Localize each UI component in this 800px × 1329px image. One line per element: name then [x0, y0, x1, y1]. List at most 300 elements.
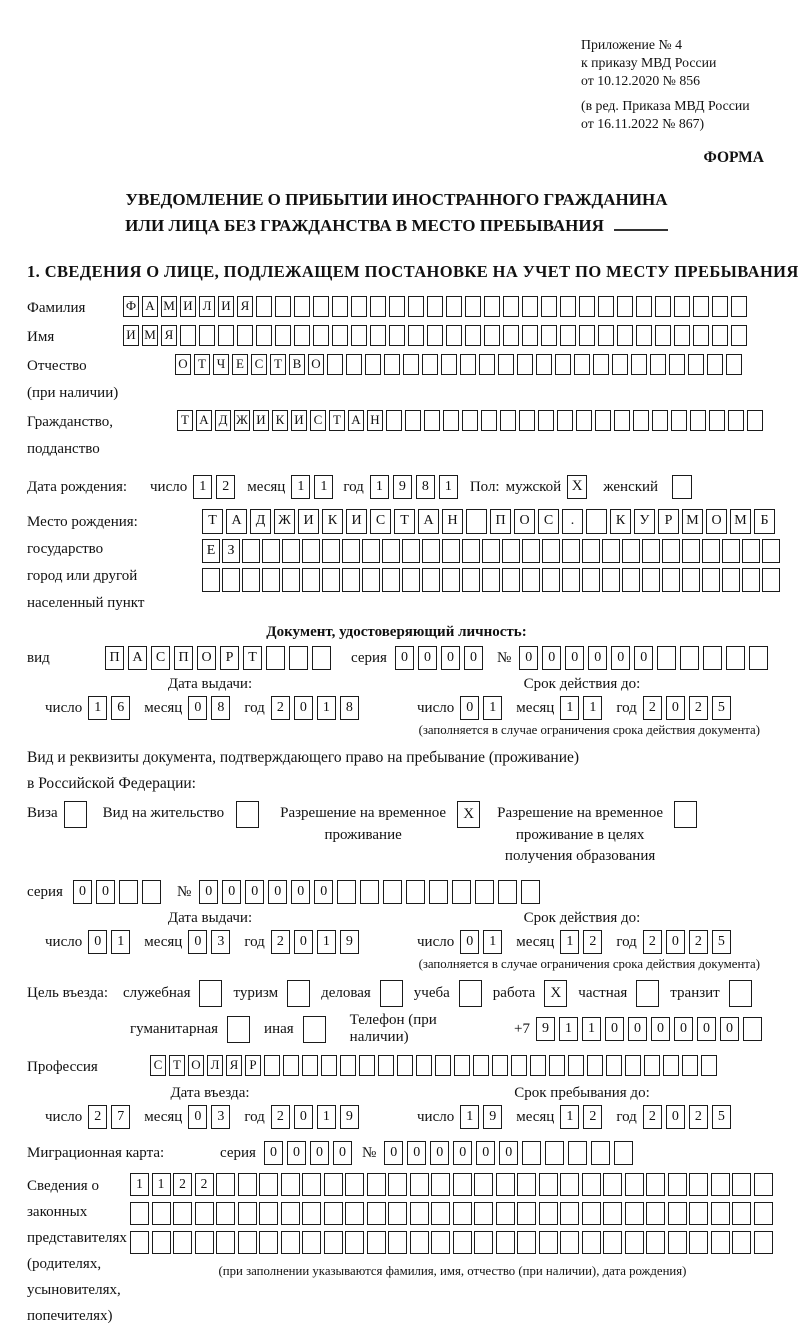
- cell[interactable]: 2: [195, 1173, 214, 1196]
- cell[interactable]: [465, 296, 481, 317]
- identity-kind-cells[interactable]: [105, 646, 335, 670]
- cell[interactable]: А: [128, 646, 147, 670]
- cell[interactable]: [342, 539, 360, 563]
- cell[interactable]: У: [634, 509, 655, 534]
- cell[interactable]: Т: [329, 410, 345, 431]
- cell[interactable]: [302, 1173, 321, 1196]
- identity-valid-month-cells[interactable]: [560, 696, 606, 720]
- cell[interactable]: [614, 410, 630, 431]
- cell[interactable]: [742, 568, 760, 592]
- cell[interactable]: [568, 1055, 584, 1076]
- residence-permit-checkbox[interactable]: [236, 801, 259, 828]
- cell[interactable]: [549, 1055, 565, 1076]
- cell[interactable]: С: [538, 509, 559, 534]
- cell[interactable]: [195, 1202, 214, 1225]
- temp-residence-checkbox[interactable]: X: [457, 801, 480, 828]
- cell[interactable]: [302, 568, 320, 592]
- cell[interactable]: [642, 539, 660, 563]
- cell[interactable]: А: [196, 410, 212, 431]
- cell[interactable]: [351, 296, 367, 317]
- cell[interactable]: С: [310, 410, 326, 431]
- cell[interactable]: 1: [314, 475, 333, 499]
- cell[interactable]: 0: [333, 1141, 352, 1165]
- cell[interactable]: Н: [367, 410, 383, 431]
- cell[interactable]: [542, 568, 560, 592]
- cell[interactable]: [541, 325, 557, 346]
- identity-valid-year-cells[interactable]: [643, 696, 735, 720]
- visa-checkbox[interactable]: [64, 801, 87, 828]
- cell[interactable]: Ж: [234, 410, 250, 431]
- cell[interactable]: [498, 880, 517, 904]
- residence-issue-month-cells[interactable]: [188, 930, 234, 954]
- cell[interactable]: Р: [658, 509, 679, 534]
- cell[interactable]: Д: [215, 410, 231, 431]
- cell[interactable]: 0: [222, 880, 241, 904]
- surname-cells[interactable]: [123, 296, 750, 317]
- cell[interactable]: [562, 568, 580, 592]
- cell[interactable]: 0: [453, 1141, 472, 1165]
- cell[interactable]: [324, 1173, 343, 1196]
- cell[interactable]: Т: [169, 1055, 185, 1076]
- cell[interactable]: 0: [73, 880, 92, 904]
- residence-number-cells[interactable]: [199, 880, 544, 904]
- cell[interactable]: [302, 539, 320, 563]
- cell[interactable]: [446, 325, 462, 346]
- cell[interactable]: 1: [317, 930, 336, 954]
- cell[interactable]: А: [226, 509, 247, 534]
- cell[interactable]: [119, 880, 138, 904]
- cell[interactable]: С: [370, 509, 391, 534]
- cell[interactable]: [359, 1055, 375, 1076]
- migration-number-cells[interactable]: [384, 1141, 637, 1165]
- cell[interactable]: [202, 568, 220, 592]
- cell[interactable]: [218, 325, 234, 346]
- cell[interactable]: [492, 1055, 508, 1076]
- purpose-transit-checkbox[interactable]: [729, 980, 752, 1007]
- cell[interactable]: [689, 1231, 708, 1254]
- cell[interactable]: [574, 354, 590, 375]
- cell[interactable]: 7: [111, 1105, 130, 1129]
- cell[interactable]: [560, 1173, 579, 1196]
- cell[interactable]: 0: [499, 1141, 518, 1165]
- cell[interactable]: 1: [193, 475, 212, 499]
- cell[interactable]: Е: [232, 354, 248, 375]
- cell[interactable]: 8: [340, 696, 359, 720]
- cell[interactable]: 0: [264, 1141, 283, 1165]
- cell[interactable]: [560, 1202, 579, 1225]
- cell[interactable]: [238, 1231, 257, 1254]
- cell[interactable]: [617, 325, 633, 346]
- cell[interactable]: 0: [287, 1141, 306, 1165]
- cell[interactable]: [442, 539, 460, 563]
- cell[interactable]: 8: [211, 696, 230, 720]
- cell[interactable]: Р: [220, 646, 239, 670]
- cell[interactable]: [557, 410, 573, 431]
- cell[interactable]: [732, 1173, 751, 1196]
- cell[interactable]: 0: [464, 646, 483, 670]
- cell[interactable]: [754, 1173, 773, 1196]
- purpose-business-checkbox[interactable]: [380, 980, 403, 1007]
- cell[interactable]: [427, 325, 443, 346]
- cell[interactable]: [560, 325, 576, 346]
- cell[interactable]: [365, 354, 381, 375]
- cell[interactable]: [712, 296, 728, 317]
- cell[interactable]: [216, 1202, 235, 1225]
- cell[interactable]: 1: [317, 1105, 336, 1129]
- cell[interactable]: 2: [88, 1105, 107, 1129]
- cell[interactable]: [294, 296, 310, 317]
- cell[interactable]: [327, 354, 343, 375]
- cell[interactable]: [345, 1202, 364, 1225]
- cell[interactable]: [728, 410, 744, 431]
- cell[interactable]: [237, 325, 253, 346]
- cell[interactable]: С: [151, 646, 170, 670]
- cell[interactable]: [484, 296, 500, 317]
- cell[interactable]: 0: [430, 1141, 449, 1165]
- cell[interactable]: [388, 1231, 407, 1254]
- cell[interactable]: [482, 568, 500, 592]
- cell[interactable]: [602, 539, 620, 563]
- cell[interactable]: 0: [460, 930, 479, 954]
- cell[interactable]: М: [730, 509, 751, 534]
- cell[interactable]: 9: [340, 1105, 359, 1129]
- cell[interactable]: [324, 1231, 343, 1254]
- cell[interactable]: [195, 1231, 214, 1254]
- migration-series-cells[interactable]: [264, 1141, 356, 1165]
- cell[interactable]: [682, 1055, 698, 1076]
- cell[interactable]: [216, 1173, 235, 1196]
- cell[interactable]: 2: [643, 1105, 662, 1129]
- cell[interactable]: [732, 1202, 751, 1225]
- cell[interactable]: [405, 410, 421, 431]
- cell[interactable]: [302, 1231, 321, 1254]
- cell[interactable]: [416, 1055, 432, 1076]
- cell[interactable]: [462, 410, 478, 431]
- cell[interactable]: С: [251, 354, 267, 375]
- cell[interactable]: [281, 1202, 300, 1225]
- cell[interactable]: А: [418, 509, 439, 534]
- cell[interactable]: [484, 325, 500, 346]
- cell[interactable]: [662, 539, 680, 563]
- cell[interactable]: [441, 354, 457, 375]
- cell[interactable]: Т: [270, 354, 286, 375]
- cell[interactable]: [586, 509, 607, 534]
- birth-day-cells[interactable]: [193, 475, 239, 499]
- cell[interactable]: [142, 880, 161, 904]
- stay-until-day-cells[interactable]: [460, 1105, 506, 1129]
- cell[interactable]: [453, 1231, 472, 1254]
- cell[interactable]: [646, 1231, 665, 1254]
- cell[interactable]: [726, 646, 745, 670]
- cell[interactable]: [266, 646, 285, 670]
- cell[interactable]: [402, 568, 420, 592]
- cell[interactable]: [362, 539, 380, 563]
- cell[interactable]: 0: [588, 646, 607, 670]
- cell[interactable]: [322, 539, 340, 563]
- cell[interactable]: [732, 1231, 751, 1254]
- cell[interactable]: [389, 325, 405, 346]
- cell[interactable]: [332, 325, 348, 346]
- cell[interactable]: 0: [188, 1105, 207, 1129]
- cell[interactable]: [754, 1202, 773, 1225]
- cell[interactable]: [743, 1017, 762, 1041]
- cell[interactable]: [562, 539, 580, 563]
- cell[interactable]: И: [291, 410, 307, 431]
- cell[interactable]: 2: [271, 696, 290, 720]
- cell[interactable]: 0: [476, 1141, 495, 1165]
- cell[interactable]: 1: [483, 696, 502, 720]
- cell[interactable]: Я: [161, 325, 177, 346]
- cell[interactable]: Л: [199, 296, 215, 317]
- cell[interactable]: [536, 354, 552, 375]
- cell[interactable]: [462, 539, 480, 563]
- cell[interactable]: 5: [712, 930, 731, 954]
- cell[interactable]: [294, 325, 310, 346]
- cell[interactable]: [474, 1231, 493, 1254]
- cell[interactable]: 0: [634, 646, 653, 670]
- cell[interactable]: [726, 354, 742, 375]
- cell[interactable]: [657, 646, 676, 670]
- cell[interactable]: [474, 1202, 493, 1225]
- cell[interactable]: [313, 296, 329, 317]
- cell[interactable]: [674, 296, 690, 317]
- purpose-tourism-checkbox[interactable]: [287, 980, 310, 1007]
- cell[interactable]: Ф: [123, 296, 139, 317]
- cell[interactable]: [762, 568, 780, 592]
- cell[interactable]: [256, 296, 272, 317]
- cell[interactable]: 0: [384, 1141, 403, 1165]
- cell[interactable]: [625, 1055, 641, 1076]
- cell[interactable]: [402, 539, 420, 563]
- cell[interactable]: [502, 539, 520, 563]
- cell[interactable]: [383, 880, 402, 904]
- cell[interactable]: [474, 1173, 493, 1196]
- cell[interactable]: И: [298, 509, 319, 534]
- cell[interactable]: [324, 1202, 343, 1225]
- cell[interactable]: [598, 296, 614, 317]
- cell[interactable]: 0: [666, 696, 685, 720]
- cell[interactable]: [453, 1173, 472, 1196]
- cell[interactable]: [384, 354, 400, 375]
- cell[interactable]: 2: [689, 930, 708, 954]
- cell[interactable]: [742, 539, 760, 563]
- cell[interactable]: [633, 410, 649, 431]
- cell[interactable]: [650, 354, 666, 375]
- cell[interactable]: 2: [689, 1105, 708, 1129]
- purpose-work-checkbox[interactable]: X: [544, 980, 567, 1007]
- entry-month-cells[interactable]: [188, 1105, 234, 1129]
- cell[interactable]: [502, 568, 520, 592]
- purpose-humanitarian-checkbox[interactable]: [227, 1016, 250, 1043]
- cell[interactable]: [749, 646, 768, 670]
- cell[interactable]: [503, 325, 519, 346]
- cell[interactable]: [541, 296, 557, 317]
- cell[interactable]: 0: [294, 930, 313, 954]
- cell[interactable]: [603, 1231, 622, 1254]
- cell[interactable]: [351, 325, 367, 346]
- cell[interactable]: [582, 568, 600, 592]
- cell[interactable]: 0: [418, 646, 437, 670]
- cell[interactable]: [453, 1202, 472, 1225]
- cell[interactable]: 2: [583, 1105, 602, 1129]
- cell[interactable]: [367, 1202, 386, 1225]
- cell[interactable]: А: [348, 410, 364, 431]
- cell[interactable]: К: [272, 410, 288, 431]
- cell[interactable]: [332, 296, 348, 317]
- cell[interactable]: [199, 325, 215, 346]
- cell[interactable]: [410, 1231, 429, 1254]
- cell[interactable]: [662, 568, 680, 592]
- cell[interactable]: К: [610, 509, 631, 534]
- cell[interactable]: [216, 1231, 235, 1254]
- cell[interactable]: [712, 325, 728, 346]
- residence-issue-day-cells[interactable]: [88, 930, 134, 954]
- cell[interactable]: [646, 1173, 665, 1196]
- cell[interactable]: [689, 1173, 708, 1196]
- cell[interactable]: 0: [666, 1105, 685, 1129]
- cell[interactable]: И: [218, 296, 234, 317]
- cell[interactable]: 1: [583, 696, 602, 720]
- cell[interactable]: 0: [407, 1141, 426, 1165]
- cell[interactable]: [321, 1055, 337, 1076]
- cell[interactable]: 2: [216, 475, 235, 499]
- cell[interactable]: 0: [720, 1017, 739, 1041]
- cell[interactable]: [568, 1141, 587, 1165]
- cell[interactable]: [180, 325, 196, 346]
- cell[interactable]: 3: [211, 1105, 230, 1129]
- cell[interactable]: [262, 539, 280, 563]
- cell[interactable]: [668, 1173, 687, 1196]
- cell[interactable]: [688, 354, 704, 375]
- residence-series-cells[interactable]: [73, 880, 165, 904]
- cell[interactable]: [652, 410, 668, 431]
- cell[interactable]: Т: [243, 646, 262, 670]
- identity-issue-year-cells[interactable]: [271, 696, 363, 720]
- birth-place-row-3[interactable]: [202, 568, 782, 592]
- cell[interactable]: [517, 354, 533, 375]
- cell[interactable]: [603, 1202, 622, 1225]
- cell[interactable]: [431, 1173, 450, 1196]
- cell[interactable]: О: [188, 1055, 204, 1076]
- cell[interactable]: В: [289, 354, 305, 375]
- cell[interactable]: [668, 1231, 687, 1254]
- cell[interactable]: О: [197, 646, 216, 670]
- cell[interactable]: [517, 1202, 536, 1225]
- cell[interactable]: 1: [560, 1105, 579, 1129]
- cell[interactable]: [522, 296, 538, 317]
- cell[interactable]: [539, 1173, 558, 1196]
- cell[interactable]: [555, 354, 571, 375]
- cell[interactable]: [593, 354, 609, 375]
- stay-until-month-cells[interactable]: [560, 1105, 606, 1129]
- cell[interactable]: [496, 1202, 515, 1225]
- cell[interactable]: [668, 1202, 687, 1225]
- cell[interactable]: 0: [651, 1017, 670, 1041]
- cell[interactable]: 0: [294, 696, 313, 720]
- cell[interactable]: [283, 1055, 299, 1076]
- cell[interactable]: [682, 568, 700, 592]
- cell[interactable]: [410, 1173, 429, 1196]
- cell[interactable]: О: [175, 354, 191, 375]
- cell[interactable]: [370, 296, 386, 317]
- cell[interactable]: [582, 1173, 601, 1196]
- birth-place-row-2[interactable]: [202, 539, 782, 563]
- cell[interactable]: Ж: [274, 509, 295, 534]
- cell[interactable]: 1: [152, 1173, 171, 1196]
- cell[interactable]: [722, 539, 740, 563]
- cell[interactable]: 0: [268, 880, 287, 904]
- residence-valid-year-cells[interactable]: [643, 930, 735, 954]
- cell[interactable]: [674, 325, 690, 346]
- cell[interactable]: [625, 1202, 644, 1225]
- birth-month-cells[interactable]: [291, 475, 337, 499]
- cell[interactable]: П: [105, 646, 124, 670]
- cell[interactable]: [560, 296, 576, 317]
- cell[interactable]: [496, 1173, 515, 1196]
- cell[interactable]: [340, 1055, 356, 1076]
- cell[interactable]: [256, 325, 272, 346]
- cell[interactable]: [130, 1202, 149, 1225]
- cell[interactable]: 1: [370, 475, 389, 499]
- cell[interactable]: 9: [393, 475, 412, 499]
- cell[interactable]: И: [346, 509, 367, 534]
- cell[interactable]: 0: [542, 646, 561, 670]
- temp-residence-education-checkbox[interactable]: [674, 801, 697, 828]
- cell[interactable]: [422, 539, 440, 563]
- cell[interactable]: [345, 1231, 364, 1254]
- identity-number-cells[interactable]: [519, 646, 772, 670]
- cell[interactable]: [431, 1202, 450, 1225]
- purpose-study-checkbox[interactable]: [459, 980, 482, 1007]
- cell[interactable]: [427, 296, 443, 317]
- cell[interactable]: [406, 880, 425, 904]
- cell[interactable]: [496, 1231, 515, 1254]
- cell[interactable]: [264, 1055, 280, 1076]
- phone-cells[interactable]: [536, 1017, 766, 1041]
- cell[interactable]: Т: [202, 509, 223, 534]
- cell[interactable]: [367, 1173, 386, 1196]
- cell[interactable]: [259, 1202, 278, 1225]
- cell[interactable]: 0: [441, 646, 460, 670]
- cell[interactable]: [173, 1231, 192, 1254]
- cell[interactable]: [481, 410, 497, 431]
- cell[interactable]: [386, 410, 402, 431]
- cell[interactable]: [312, 646, 331, 670]
- cell[interactable]: [521, 880, 540, 904]
- cell[interactable]: [560, 1231, 579, 1254]
- cell[interactable]: [262, 568, 280, 592]
- cell[interactable]: 0: [611, 646, 630, 670]
- cell[interactable]: [397, 1055, 413, 1076]
- cell[interactable]: Б: [754, 509, 775, 534]
- cell[interactable]: 0: [188, 696, 207, 720]
- cell[interactable]: [731, 325, 747, 346]
- cell[interactable]: .: [562, 509, 583, 534]
- cell[interactable]: 0: [460, 696, 479, 720]
- cell[interactable]: [367, 1231, 386, 1254]
- cell[interactable]: 0: [519, 646, 538, 670]
- cell[interactable]: [238, 1173, 257, 1196]
- cell[interactable]: [598, 325, 614, 346]
- cell[interactable]: Ч: [213, 354, 229, 375]
- cell[interactable]: [522, 568, 540, 592]
- cell[interactable]: [636, 296, 652, 317]
- cell[interactable]: Е: [202, 539, 220, 563]
- cell[interactable]: 9: [483, 1105, 502, 1129]
- cell[interactable]: И: [123, 325, 139, 346]
- cell[interactable]: [612, 354, 628, 375]
- cell[interactable]: [389, 296, 405, 317]
